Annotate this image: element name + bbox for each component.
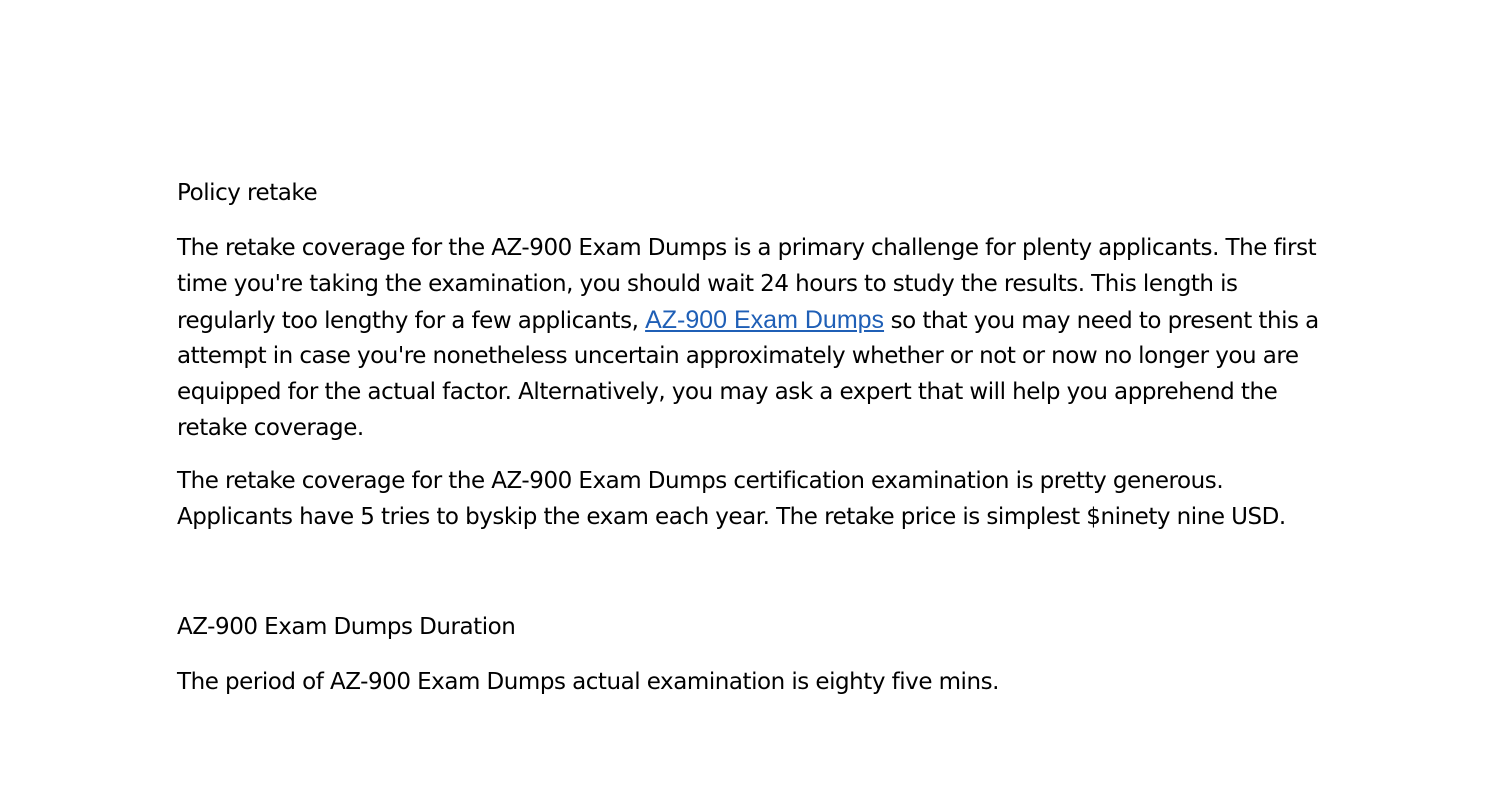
section-heading-exam-duration: AZ-900 Exam Dumps Duration [177, 614, 516, 640]
az900-exam-dumps-link[interactable]: AZ-900 Exam Dumps [645, 305, 885, 334]
duration-paragraph: The period of AZ-900 Exam Dumps actual examination is eighty five mins. [177, 669, 1000, 695]
retake-paragraph-1-text-end: so that you may need to present this a attempt in case you're nonetheless uncertain approximately whether or not or now no longer you are equipped for the actual factor. Alternatively, you may ask a expert that will help you apprehend the retake coverage. [177, 307, 1319, 441]
retake-paragraph-1 [177, 231, 1327, 447]
retake-paragraph-1-text-start: The retake coverage for the AZ-900 Exam Dumps is a primary challenge for plenty applicants. The first time you're taking the examination, you should wait 24 hours to study the results. This length is regularly too lengthy for a few applicants, [177, 235, 1317, 334]
retake-paragraph-2: The retake coverage for the AZ-900 Exam Dumps certification examination is pretty generous. Applicants have 5 tries to byskip the exam each year. The retake price is simplest $ninety nine USD. [177, 468, 1286, 530]
section-heading-policy-retake: Policy retake [177, 180, 318, 206]
